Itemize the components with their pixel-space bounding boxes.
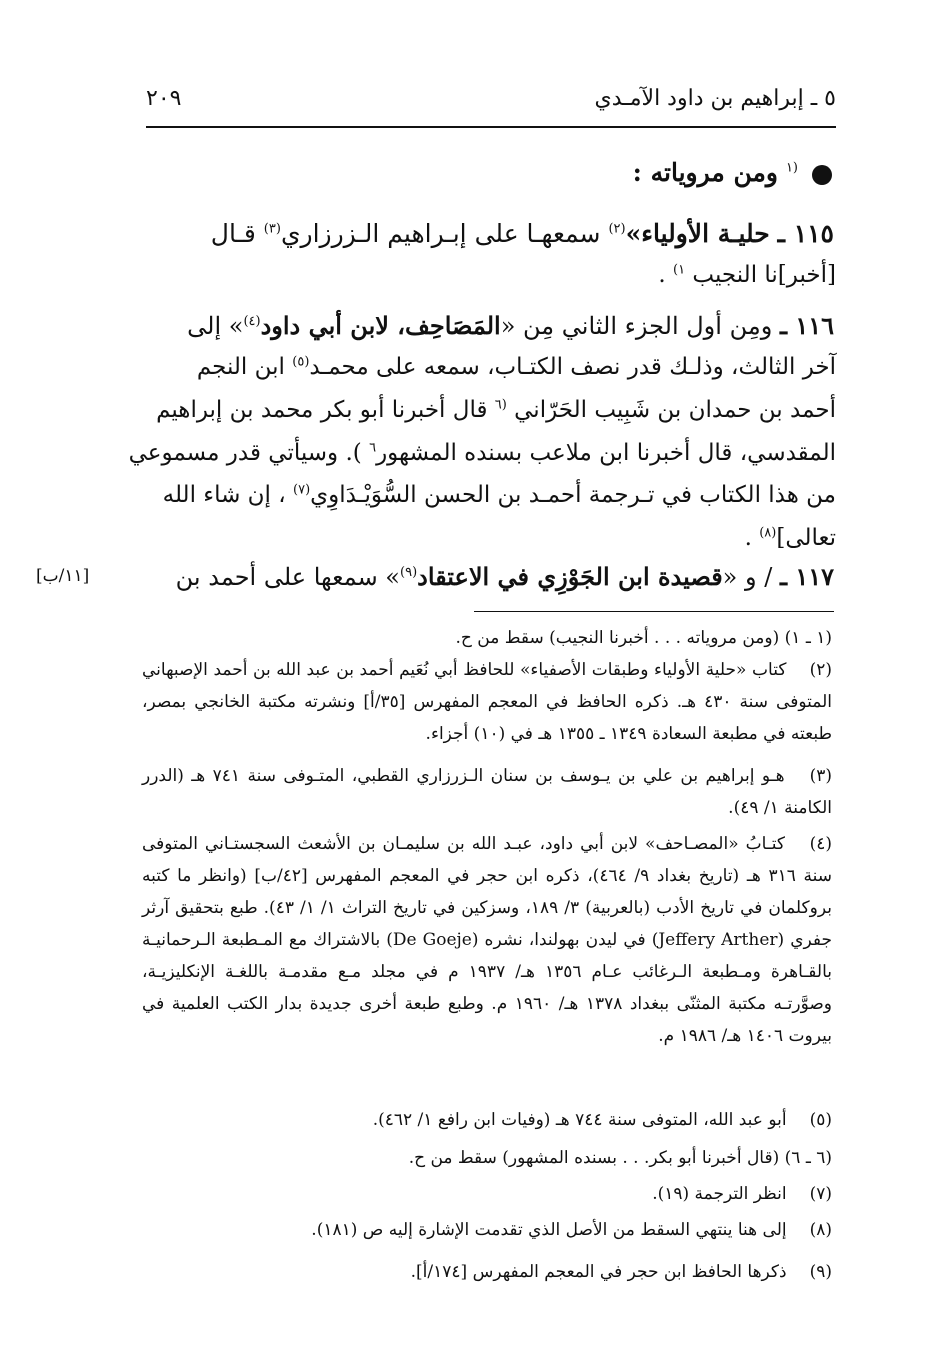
entry-116-line-5: من هذا الكتاب في تـرجمة أحمـد بن الحسن السُّوَيْـدَاوِي$^{(٧)}$ ، إن شاء الله: [162, 482, 836, 508]
footnote-5: (٥) أبو عبد الله، المتوفى سنة ٧٤٤ هـ (وفيات ابن رافع ١/ ٤٦٢).: [372, 1110, 832, 1130]
entry-116-line-4: المقدسي، قال أخبرنا ابن ملاعب بسنده المشهور$^٦$ ). وسيأتي قدر مسموعي: [128, 440, 836, 466]
footnote-1: (١ ـ ١) (ومن مروياته . . . أخبرنا النجيب) سقط من ح.: [455, 628, 832, 648]
section-title: ومن مروياته :: [632, 158, 778, 187]
running-header: [146, 84, 836, 124]
entry-117-title: قصيدة ابن الجَوْزِي في الاعتقاد: [417, 562, 723, 591]
entry-115-line-2: [أخبر]نا النجيب $^{١)}$ .: [658, 262, 836, 288]
page-number: ٢٠٩: [146, 86, 182, 111]
footnote-2: (٢) كتاب «حلية الأولياء وطبقات الأصفياء» للحافظ أبي نُعَيم أحمد بن عبد الله بن أحمد الإصبهاني المتوفى سنة ٤٣٠ هـ. ذكره الحافظ في المعجم المفهرس [٣٥/أ] ونشرته مكتبة الخانجي بمصر، طبعته في مطبعة السعادة ١٣٤٩ ـ ١٣٥٥ هـ في (١٠) أجزاء.: [142, 660, 832, 744]
footnote-8: (٨) إلى هنا ينتهي السقط من الأصل الذي تقدمت الإشارة إليه ص (١٨١).: [311, 1220, 832, 1240]
footnote-4: (٤) كتـابُ «المصـاحف» لابن أبي داود، عبـد الله بن سليمـان بن الأشعث السجستـاني المتوفى سنة ٣١٦ هـ (تاريخ بغداد ٩/ ٤٦٤)، ذكره ابن حجر في المعجم المفهرس [٤٢/ب] (وانظر ما كتبه بروكلمان في تاريخ الأدب (بالعربية) ٣/ ١٨٩، وسزكين في تاريخ التراث ١/ ١/ ٤٣). طبع بتحقيق آرثر جفري (Jeffery Arther) في ليدن بهولندا، نشره (De Goeje) بالاشتراك مع المـطبعة الـرحمانيـة بالقـاهرة ومـطبعة الـرغائب عـام ١٣٥٦ هـ/ ١٩٣٧ م في مجلد مـع مقدمـة باللغـة الإنكليزيـة، وصوَّرتـه مكتبة المثنّى ببغداد ١٣٧٨ هـ/ ١٩٦٠ م. وطبع طبعة أخرى جديدة بدار الكتب العلمية في بيروت ١٤٠٦ هـ/ ١٩٨٦ م.: [142, 834, 833, 1046]
chapter-title: ٥ ـ إبراهيم بن داود الآمـدي: [594, 86, 836, 111]
entry-116-line-1: ١١٦ ـ ومِن أول الجزء الثاني مِن «المَصَاحِف، لابن أبي داود$^{(٤)}$» إلى: [187, 311, 834, 340]
entry-116-title: المَصَاحِف، لابن أبي داود: [260, 311, 501, 340]
section-heading: $^{(١}$ ومن مروياته :: [633, 158, 832, 187]
header-rule: [146, 126, 836, 128]
entry-116-line-2: آخر الثالث، وذلـك قدر نصف الكتـاب، سمعه على محمـد$^{(٥)}$ ابن النجم: [196, 354, 836, 380]
entry-115-title: حليـة الأولياء»: [625, 219, 770, 248]
entry-115-line-1: ١١٥ ـ حليـة الأولياء»$^{(٢)}$ سمعهـا على إبـراهيم الـزرزاري$^{(٣)}$ قـال: [210, 219, 834, 248]
footnote-3: (٣) هـو إبراهيم بن علي بن يـوسف بن سنان الـزرزاري القطبي، المتـوفى سنة ٧٤١ هـ (الدرر الكامنة ١/ ٤٩).: [142, 766, 833, 818]
entry-117-line-1: ١١٧ ـ / و «قصيدة ابن الجَوْزِي في الاعتقاد$^{(٩)}$» سمعها على أحمد بن: [175, 562, 834, 591]
footnote-rule: [474, 611, 834, 612]
footnote-7: (٧) انظر الترجمة (١٩).: [652, 1184, 832, 1204]
bullet-icon: [812, 165, 832, 185]
footnote-6: (٦ ـ ٦) (قال أخبرنا أبو بكر. . . بسنده المشهور) سقط من ح.: [408, 1148, 832, 1168]
entry-116-line-3: أحمد بن حمدان بن شَبِيب الحَرّاني $^{(٦}$ قال أخبرنا أبو بكر محمد بن إبراهيم: [156, 397, 836, 423]
footnote-9: (٩) ذكرها الحافظ ابن حجر في المعجم المفهرس [١٧٤/أ].: [410, 1262, 832, 1282]
margin-folio-note: [١١/ب]: [36, 566, 90, 586]
entry-116-line-6: تعالى]$^{(٨)}$ .: [744, 525, 836, 551]
